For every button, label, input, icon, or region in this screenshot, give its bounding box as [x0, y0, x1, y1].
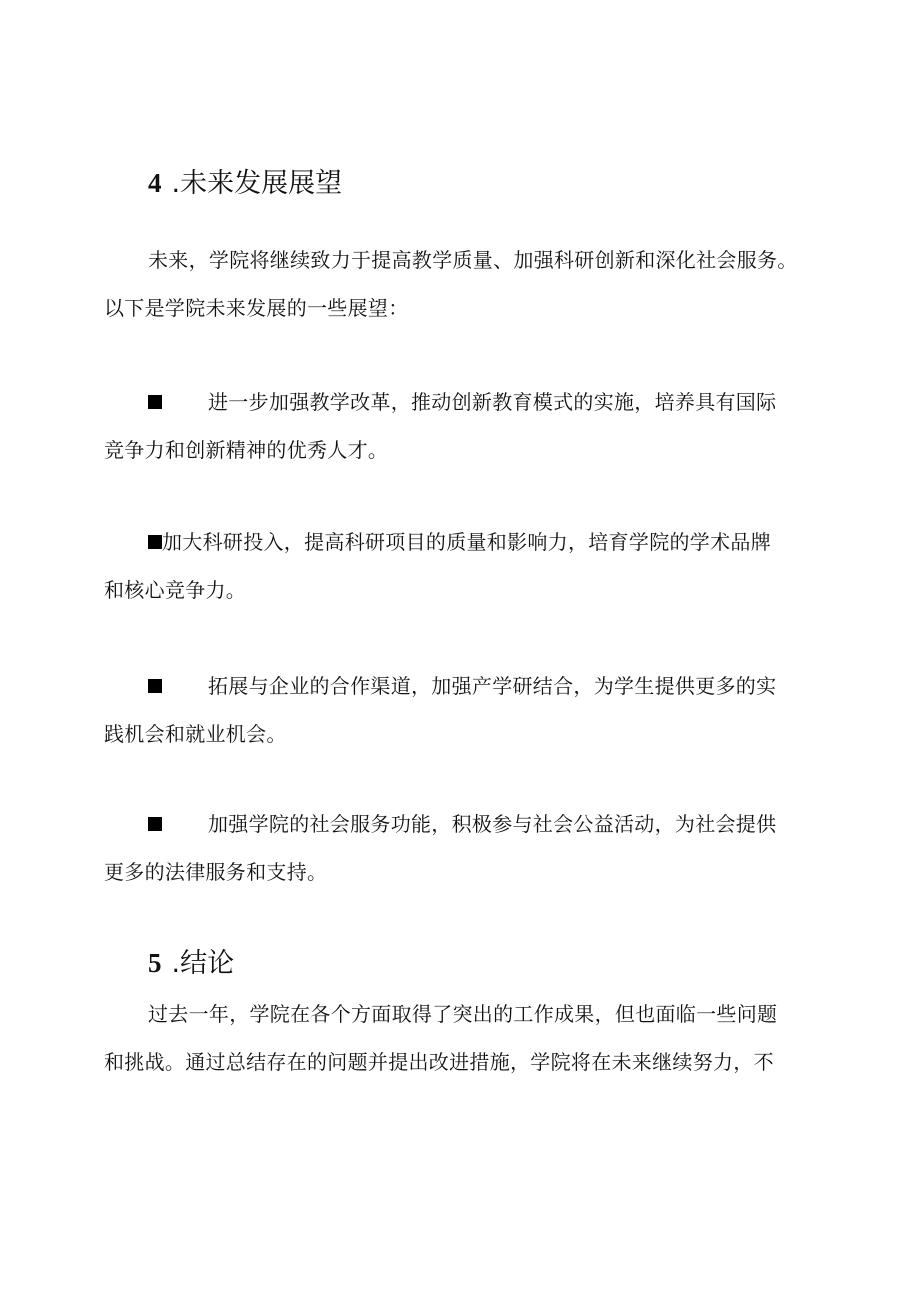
bullet-item-3 [104, 662, 820, 758]
bullet-4-line-1: 加强学院的社会服务功能，积极参与社会公益活动，为社会提供 [208, 812, 777, 836]
bullet-2-line-1: 加大科研投入，提高科研项目的质量和影响力，培育学院的学术品牌 [162, 530, 771, 554]
section-5-title: .结论 [171, 948, 235, 979]
section-5-heading [148, 946, 234, 981]
bullet-1-line-2: 竞争力和创新精神的优秀人才。 [104, 438, 389, 462]
bullet-item-2 [104, 518, 820, 614]
bullet-3-line-2: 践机会和就业机会。 [104, 722, 287, 746]
square-bullet-icon [148, 817, 162, 831]
bullet-2-line-2: 和核心竞争力。 [104, 578, 247, 602]
section-4-number: 4 [148, 168, 162, 198]
section-5-body [104, 990, 820, 1086]
section-4-intro [104, 236, 820, 332]
intro-line-2: 以下是学院未来发展的一些展望： [104, 296, 409, 320]
bullet-3-line-1: 拓展与企业的合作渠道，加强产学研结合，为学生提供更多的实 [208, 674, 777, 698]
conclusion-line-2: 和挑战。通过总结存在的问题并提出改进措施，学院将在未来继续努力，不 [104, 1050, 774, 1074]
square-bullet-icon [148, 535, 162, 549]
intro-line-1: 未来，学院将继续致力于提高教学质量、加强科研创新和深化社会服务。 [148, 248, 798, 272]
bullet-item-4 [104, 800, 820, 896]
bullet-item-1 [104, 378, 820, 474]
square-bullet-icon [148, 679, 162, 693]
bullet-4-line-2: 更多的法律服务和支持。 [104, 860, 328, 884]
section-4-title: .未来发展展望 [171, 168, 343, 199]
section-4-heading [148, 166, 342, 201]
section-5-number: 5 [148, 948, 162, 978]
square-bullet-icon [148, 395, 162, 409]
bullet-1-line-1: 进一步加强教学改革，推动创新教育模式的实施，培养具有国际 [208, 390, 777, 414]
conclusion-line-1: 过去一年，学院在各个方面取得了突出的工作成果，但也面临一些问题 [148, 1002, 778, 1026]
